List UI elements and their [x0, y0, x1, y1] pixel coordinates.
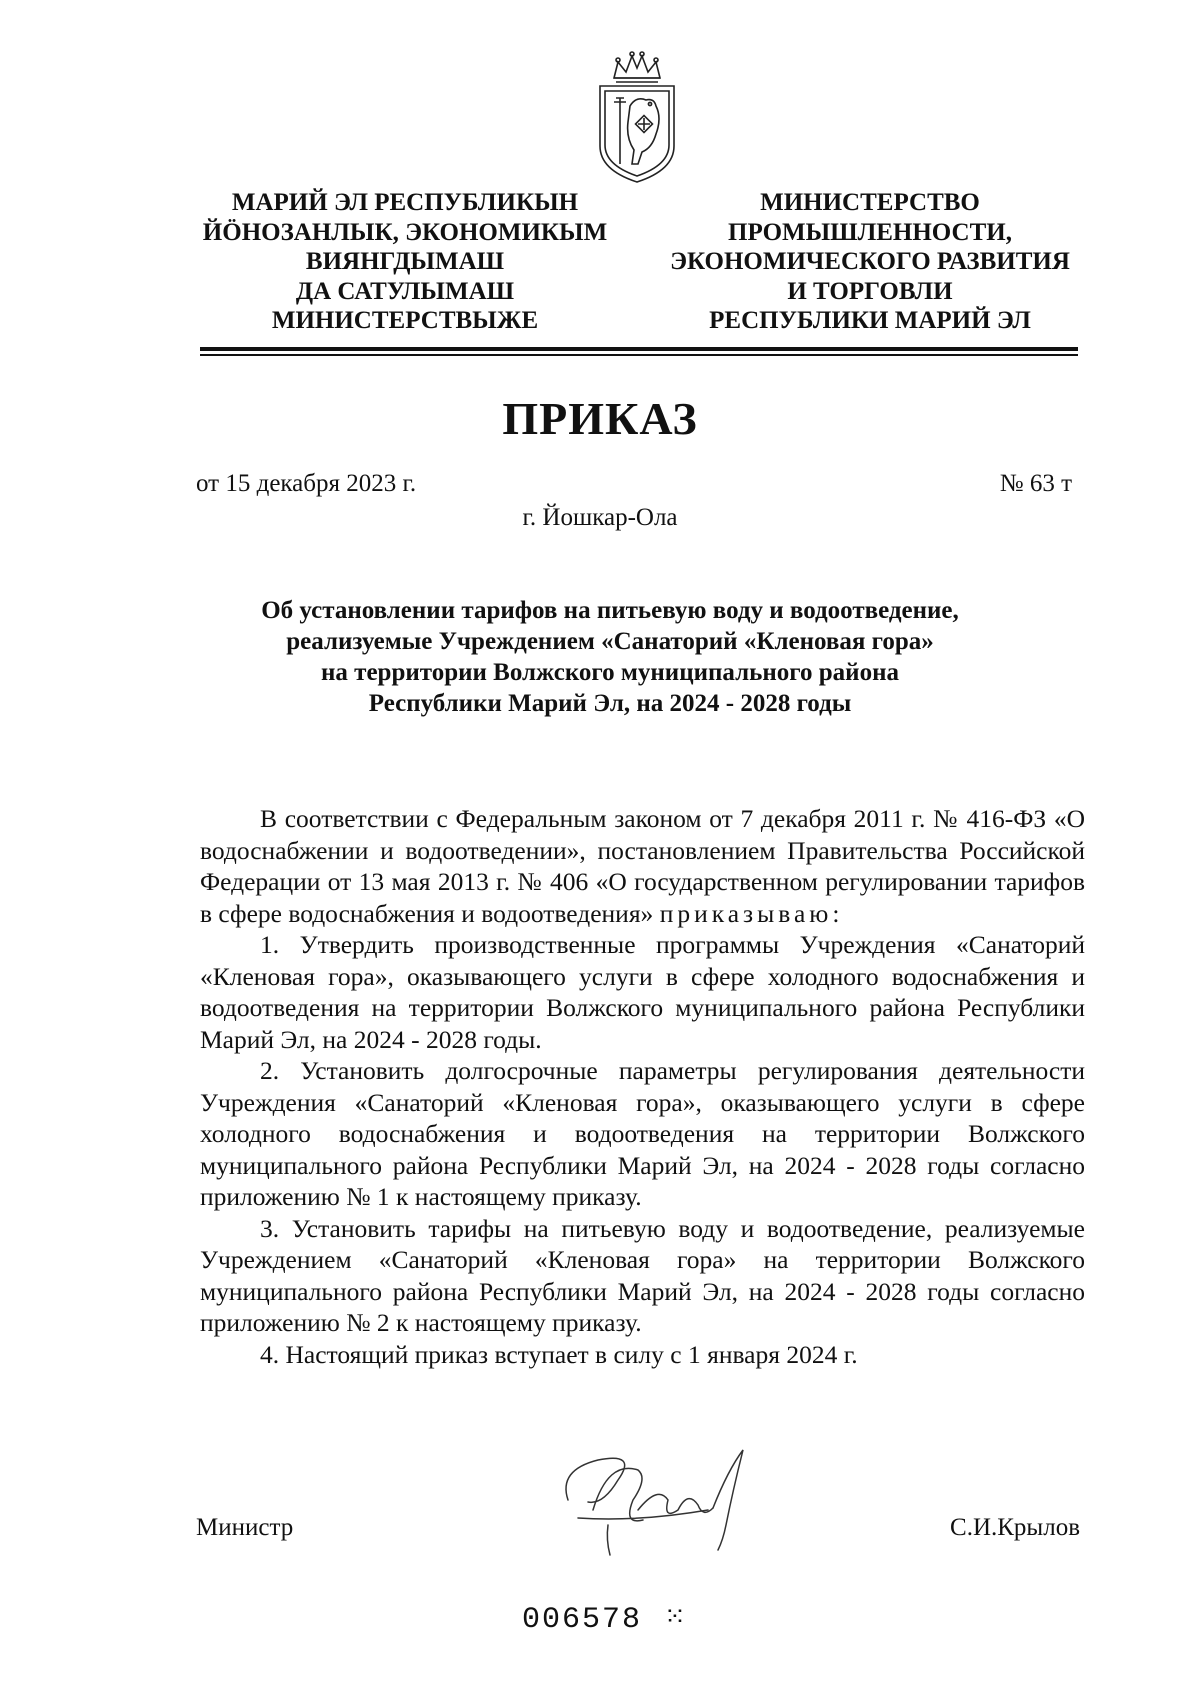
header-divider-thick [200, 347, 1078, 351]
document-number: № 63 т [999, 470, 1072, 497]
document-title: ПРИКАЗ [502, 393, 698, 444]
item-1: 1. Утвердить производственные программы Учреждения «Санаторий «Кленовая гора», оказывающего услуги в сфере холодного водоснабжения и водоотведения на территории Волжского муниципального района Республики Марий Эл, на 2024 - 2028 годы. [200, 930, 1085, 1054]
document-body [200, 803, 1085, 1370]
signatory-name: С.И.Крылов [950, 1514, 1080, 1541]
signatory-role: Министр [196, 1514, 294, 1541]
document-date: от 15 декабря 2023 г. [196, 470, 417, 497]
org-name-russian: МИНИСТЕРСТВО ПРОМЫШЛЕННОСТИ, ЭКОНОМИЧЕСКОГО РАЗВИТИЯ И ТОРГОВЛИ РЕСПУБЛИКИ МАРИЙ ЭЛ [670, 189, 1070, 334]
order-word: приказываю: [659, 898, 844, 928]
preamble-paragraph: В соответствии с Федеральным законом от 7 декабря 2011 г. № 416-ФЗ «О водоснабжении и водоотведении», постановлением Правительства Российской Федерации от 13 мая 2013 г. № 406 «О государственном регулировании тарифов в сфере водоснабжения и водоотведения» приказываю: [200, 804, 1085, 928]
item-4: 4. Настоящий приказ вступает в силу с 1 января 2024 г. [260, 1339, 858, 1369]
serial-number: 006578 [522, 1603, 643, 1637]
item-2: 2. Установить долгосрочные параметры регулирования деятельности Учреждения «Санаторий «Кленовая гора», оказывающего услуги в сфере холодного водоснабжения и водоотведения на территории Волжского муниципального района Республики Марий Эл, на 2024 - 2028 годы согласно приложению № 1 к настоящему приказу. [200, 1056, 1085, 1211]
org-name-mari: МАРИЙ ЭЛ РЕСПУБЛИКЫН ЙӦНОЗАНЛЫК, ЭКОНОМИКЫМ ВИЯНГДЫМАШ ДА САТУЛЫМАШ МИНИСТЕРСТВЫЖЕ [202, 189, 608, 334]
signature-image [548, 1430, 778, 1570]
document-subject: Об установлении тарифов на питьевую воду и водоотведение, реализуемые Учреждением «Санаторий «Кленовая гора» на территории Волжского муниципального района Республики Марий Эл, на 2024 - 2028 годы [261, 597, 959, 717]
item-3: 3. Установить тарифы на питьевую воду и водоотведение, реализуемые Учреждением «Санаторий «Кленовая гора» на территории Волжского муниципального района Республики Марий Эл, на 2024 - 2028 годы согласно приложению № 2 к настоящему приказу. [200, 1213, 1085, 1337]
serial-mark-icon: ⁙ [664, 1602, 686, 1632]
document-city: г. Йошкар-Ола [522, 504, 678, 531]
coat-of-arms-icon [592, 48, 682, 188]
header-divider-thin [200, 354, 1078, 356]
